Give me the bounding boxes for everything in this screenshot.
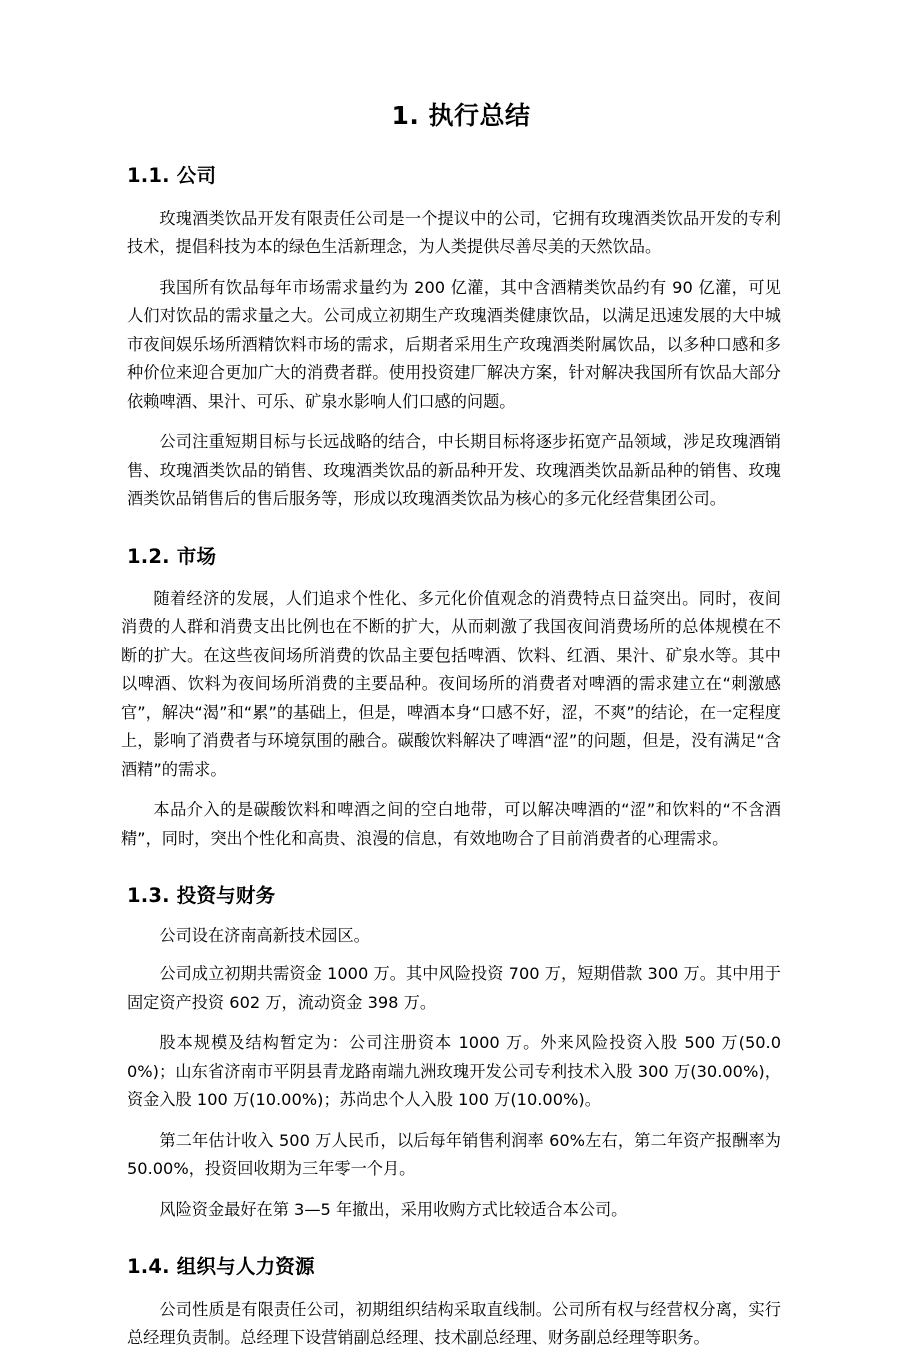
section-number-1-3: 1.3.	[127, 884, 170, 908]
section-1-1	[127, 163, 781, 513]
paragraph: 风险资金最好在第 3—5 年撤出，采用收购方式比较适合本公司。	[159, 1199, 628, 1219]
page-content	[121, 100, 781, 1353]
paragraph: 公司设在济南高新技术园区。	[159, 925, 370, 945]
section-title-1-4: 组织与人力资源	[176, 1255, 315, 1279]
section-number-1-4: 1.4.	[127, 1255, 170, 1279]
section-1-4	[127, 1254, 781, 1352]
section-1-2	[121, 544, 781, 854]
section-heading-1-4	[127, 1254, 781, 1279]
paragraph: 公司注重短期目标与长远战略的结合，中长期目标将逐步拓宽产品领域，涉足玫瑰酒销售、玫瑰酒类饮品的销售、玫瑰酒类饮品的新品种开发、玫瑰酒类饮品新品种的销售、玫瑰酒类饮品销售后的售后服务等，形成以玫瑰酒类饮品为核心的多元化经营集团公司。	[127, 432, 781, 509]
section-title-1-3: 投资与财务	[176, 884, 276, 908]
paragraph: 玫瑰酒类饮品开发有限责任公司是一个提议中的公司，它拥有玫瑰酒类饮品开发的专利技术，提倡科技为本的绿色生活新理念，为人类提供尽善尽美的天然饮品。	[127, 208, 781, 257]
paragraph: 第二年估计收入 500 万人民币，以后每年销售利润率 60%左右，第二年资产报酬率为 50.00%，投资回收期为三年零一个月。	[127, 1130, 781, 1179]
paragraph: 股本规模及结构暂定为：公司注册资本 1000 万。外来风险投资入股 500 万(50.00%)；山东省济南市平阴县青龙路南端九洲玫瑰开发公司专利技术入股 300 万(30.00%)，资金入股 100 万(10.00%)；苏尚忠个人入股 100 万(10.00%)。	[127, 1033, 781, 1110]
section-title-1-2: 市场	[176, 544, 217, 568]
paragraph: 本品介入的是碳酸饮料和啤酒之间的空白地带，可以解决啤酒的“涩”和饮料的“不含酒精”，同时，突出个性化和高贵、浪漫的信息，有效地吻合了目前消费者的心理需求。	[121, 800, 781, 848]
paragraph: 随着经济的发展，人们追求个性化、多元化价值观念的消费特点日益突出。同时，夜间消费的人群和消费支出比例也在不断的扩大，从而刺激了我国夜间消费场所的总体规模在不断的扩大。在这些夜间场所消费的饮品主要包括啤酒、饮料、红酒、果汁、矿泉水等。其中以啤酒、饮料为夜间场所消费的主要品种。夜间场所的消费者对啤酒的需求建立在“刺激感官”，解决“渴”和“累”的基础上，但是，啤酒本身“口感不好，涩，不爽”的结论，在一定程度上，影响了消费者与环境氛围的融合。碳酸饮料解决了啤酒“涩”的问题，但是，没有满足“含酒精”的需求。	[121, 588, 781, 779]
page-title: 1. 执行总结	[391, 101, 531, 130]
section-title-1-1: 公司	[176, 164, 217, 188]
section-1-3	[127, 883, 781, 1224]
paragraph: 我国所有饮品每年市场需求量约为 200 亿灌，其中含酒精类饮品约有 90 亿灌，可见人们对饮品的需求量之大。公司成立初期生产玫瑰酒类健康饮品，以满足迅速发展的大中城市夜间娱乐场所酒精饮料市场的需求，后期者采用生产玫瑰酒类附属饮品，以多种口感和多种价位来迎合更加广大的消费者群。使用投资建厂解决方案，针对解决我国所有饮品大部分依赖啤酒、果汁、可乐、矿泉水影响人们口感的问题。	[127, 277, 781, 411]
section-number-1-2: 1.2.	[127, 544, 170, 568]
section-heading-1-3	[127, 883, 781, 908]
section-heading-1-1	[127, 163, 781, 188]
section-number-1-1: 1.1.	[127, 164, 170, 188]
paragraph: 公司性质是有限责任公司，初期组织结构采取直线制。公司所有权与经营权分离，实行总经理负责制。总经理下设营销副总经理、技术副总经理、财务副总经理等职务。	[127, 1299, 781, 1348]
paragraph: 公司成立初期共需资金 1000 万。其中风险投资 700 万，短期借款 300 万。其中用于固定资产投资 602 万，流动资金 398 万。	[127, 964, 781, 1012]
section-heading-1-2	[127, 544, 781, 569]
